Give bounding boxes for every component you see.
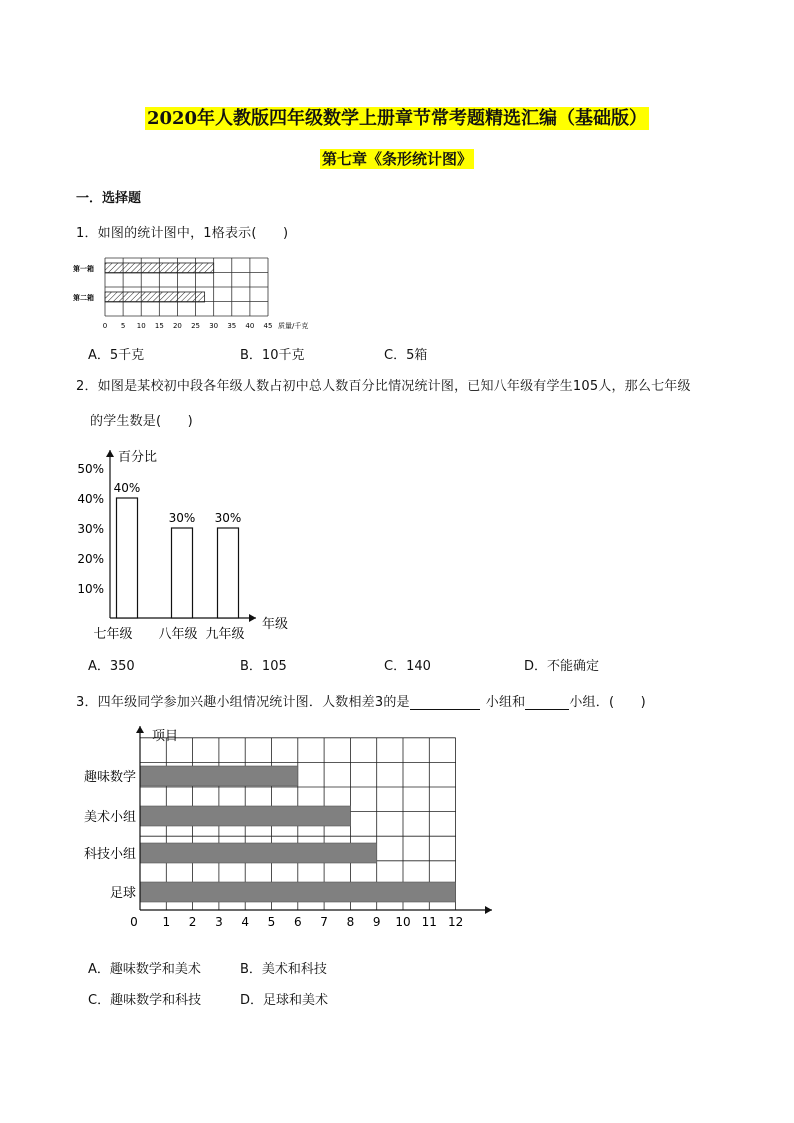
chart1-tick-label: 20 [172,322,182,330]
chart2-bar [117,498,138,618]
chart2-bar [218,528,239,618]
question-1-text: 1．如图的统计图中，1格表示( ) [76,226,289,241]
question-2-chart [66,440,306,650]
chart2-data-label: 30% [214,511,242,525]
question-3-chart [70,720,500,950]
q2-option-c[interactable]: C．140 [384,659,431,674]
q3-option-b[interactable]: B．美术和科技 [240,962,327,977]
question-2-text-line2: 的学生数是( ) [90,414,193,429]
chart3-x-arrow [485,906,492,914]
question-2-text-line1: 2．如图是某校初中段各年级人数占初中总人数百分比情况统计图，已知八年级有学生105人，那么七年级 [76,379,691,394]
chart3-tick-label: 10 [395,915,411,929]
chart1-tick-label: 45 [263,322,273,330]
chart2-category-label: 八年级 [158,627,198,642]
chart2-y-tick-label: 10% [77,582,104,596]
q2-option-b[interactable]: B．105 [240,659,287,674]
chart3-ylabel: 项目 [152,729,179,744]
chart2-data-label: 30% [168,511,196,525]
chart1-category-label: 第二箱 [73,293,94,302]
chart2-category-label: 九年级 [205,627,245,642]
chart3-tick-label: 11 [421,915,437,929]
q3-option-a[interactable]: A．趣味数学和美术 [88,962,201,977]
chart3-tick-label: 0 [130,915,138,929]
chart3-tick-label: 6 [293,915,302,929]
chart1-category-label: 第一箱 [73,264,94,273]
chart2-ylabel: 百分比 [118,450,158,465]
chart1-tick-label: 15 [154,322,164,330]
chart3-y-arrow [136,726,144,733]
section-heading: 一．选择题 [76,191,142,206]
chart2-y-tick-label: 20% [77,552,104,566]
chart3-tick-label: 3 [215,915,223,929]
q3-blank-1[interactable] [410,695,480,710]
chart3-tick-label: 8 [346,915,355,929]
question-3-text [76,691,646,710]
q2-option-a[interactable]: A．350 [88,659,135,674]
q1-option-a[interactable]: A．5千克 [88,348,145,363]
chart3-tick-label: 12 [447,915,464,929]
chart3-category-label: 趣味数学 [83,770,136,785]
chart3-tick-label: 9 [372,915,381,929]
chart3-bar [140,882,456,902]
chart1-tick-label: 5 [120,322,126,330]
page-title: 2020年人教版四年级数学上册章节常考题精选汇编（基础版） [146,108,648,129]
chart3-tick-label: 5 [267,915,276,929]
chart2-y-tick-label: 40% [77,492,104,506]
chart3-category-label: 美术小组 [83,810,136,825]
chapter-title: 第七章《条形统计图》 [321,150,472,168]
q3-option-c[interactable]: C．趣味数学和科技 [88,993,202,1008]
chart3-bar [140,806,350,826]
chart1-tick-label: 30 [209,322,219,330]
chapter-title-wrap [0,148,794,169]
chart2-y-tick-label: 50% [77,462,104,476]
chart2-data-label: 40% [113,481,141,495]
chart2-y-tick-label: 30% [77,522,104,536]
chart1-bar [105,263,214,273]
q3-text-part1: 3．四年级同学参加兴趣小组情况统计图．人数相差3的是 [76,695,410,710]
page-title-wrap [0,104,794,130]
q1-option-b[interactable]: B．10千克 [240,348,305,363]
chart3-tick-label: 7 [320,915,328,929]
chart1-tick-label: 40 [245,322,255,330]
q1-option-c[interactable]: C．5箱 [384,348,428,363]
chart3-bar [140,843,377,863]
chart3-tick-label: 1 [162,915,171,929]
q3-text-part2: 小组和 [485,695,526,710]
q3-blank-2[interactable] [525,695,569,710]
q2-option-d[interactable]: D．不能确定 [524,659,600,674]
chart2-xlabel: 年级 [262,617,289,632]
chart1-tick-label: 25 [191,322,201,330]
q3-option-d[interactable]: D．足球和美术 [240,993,329,1008]
chart3-category-label: 科技小组 [83,847,136,862]
chart1-tick-label: 0 [102,322,108,330]
chart1-bar [105,292,205,302]
chart3-tick-label: 2 [188,915,197,929]
chart1-tick-label: 35 [227,322,237,330]
chart3-tick-label: 4 [241,915,250,929]
chart1-tick-label: 10 [136,322,146,330]
chart2-y-arrow [106,450,114,457]
q3-text-part3: 小组．( ) [569,695,646,710]
chart3-bar [140,766,298,786]
chart2-bar [172,528,193,618]
chart2-category-label: 七年级 [93,627,133,642]
chart1-xlabel: 质量/千克 [278,322,309,330]
chart3-category-label: 足球 [109,886,136,901]
chart2-x-arrow [249,614,256,622]
question-1-chart [70,254,340,334]
